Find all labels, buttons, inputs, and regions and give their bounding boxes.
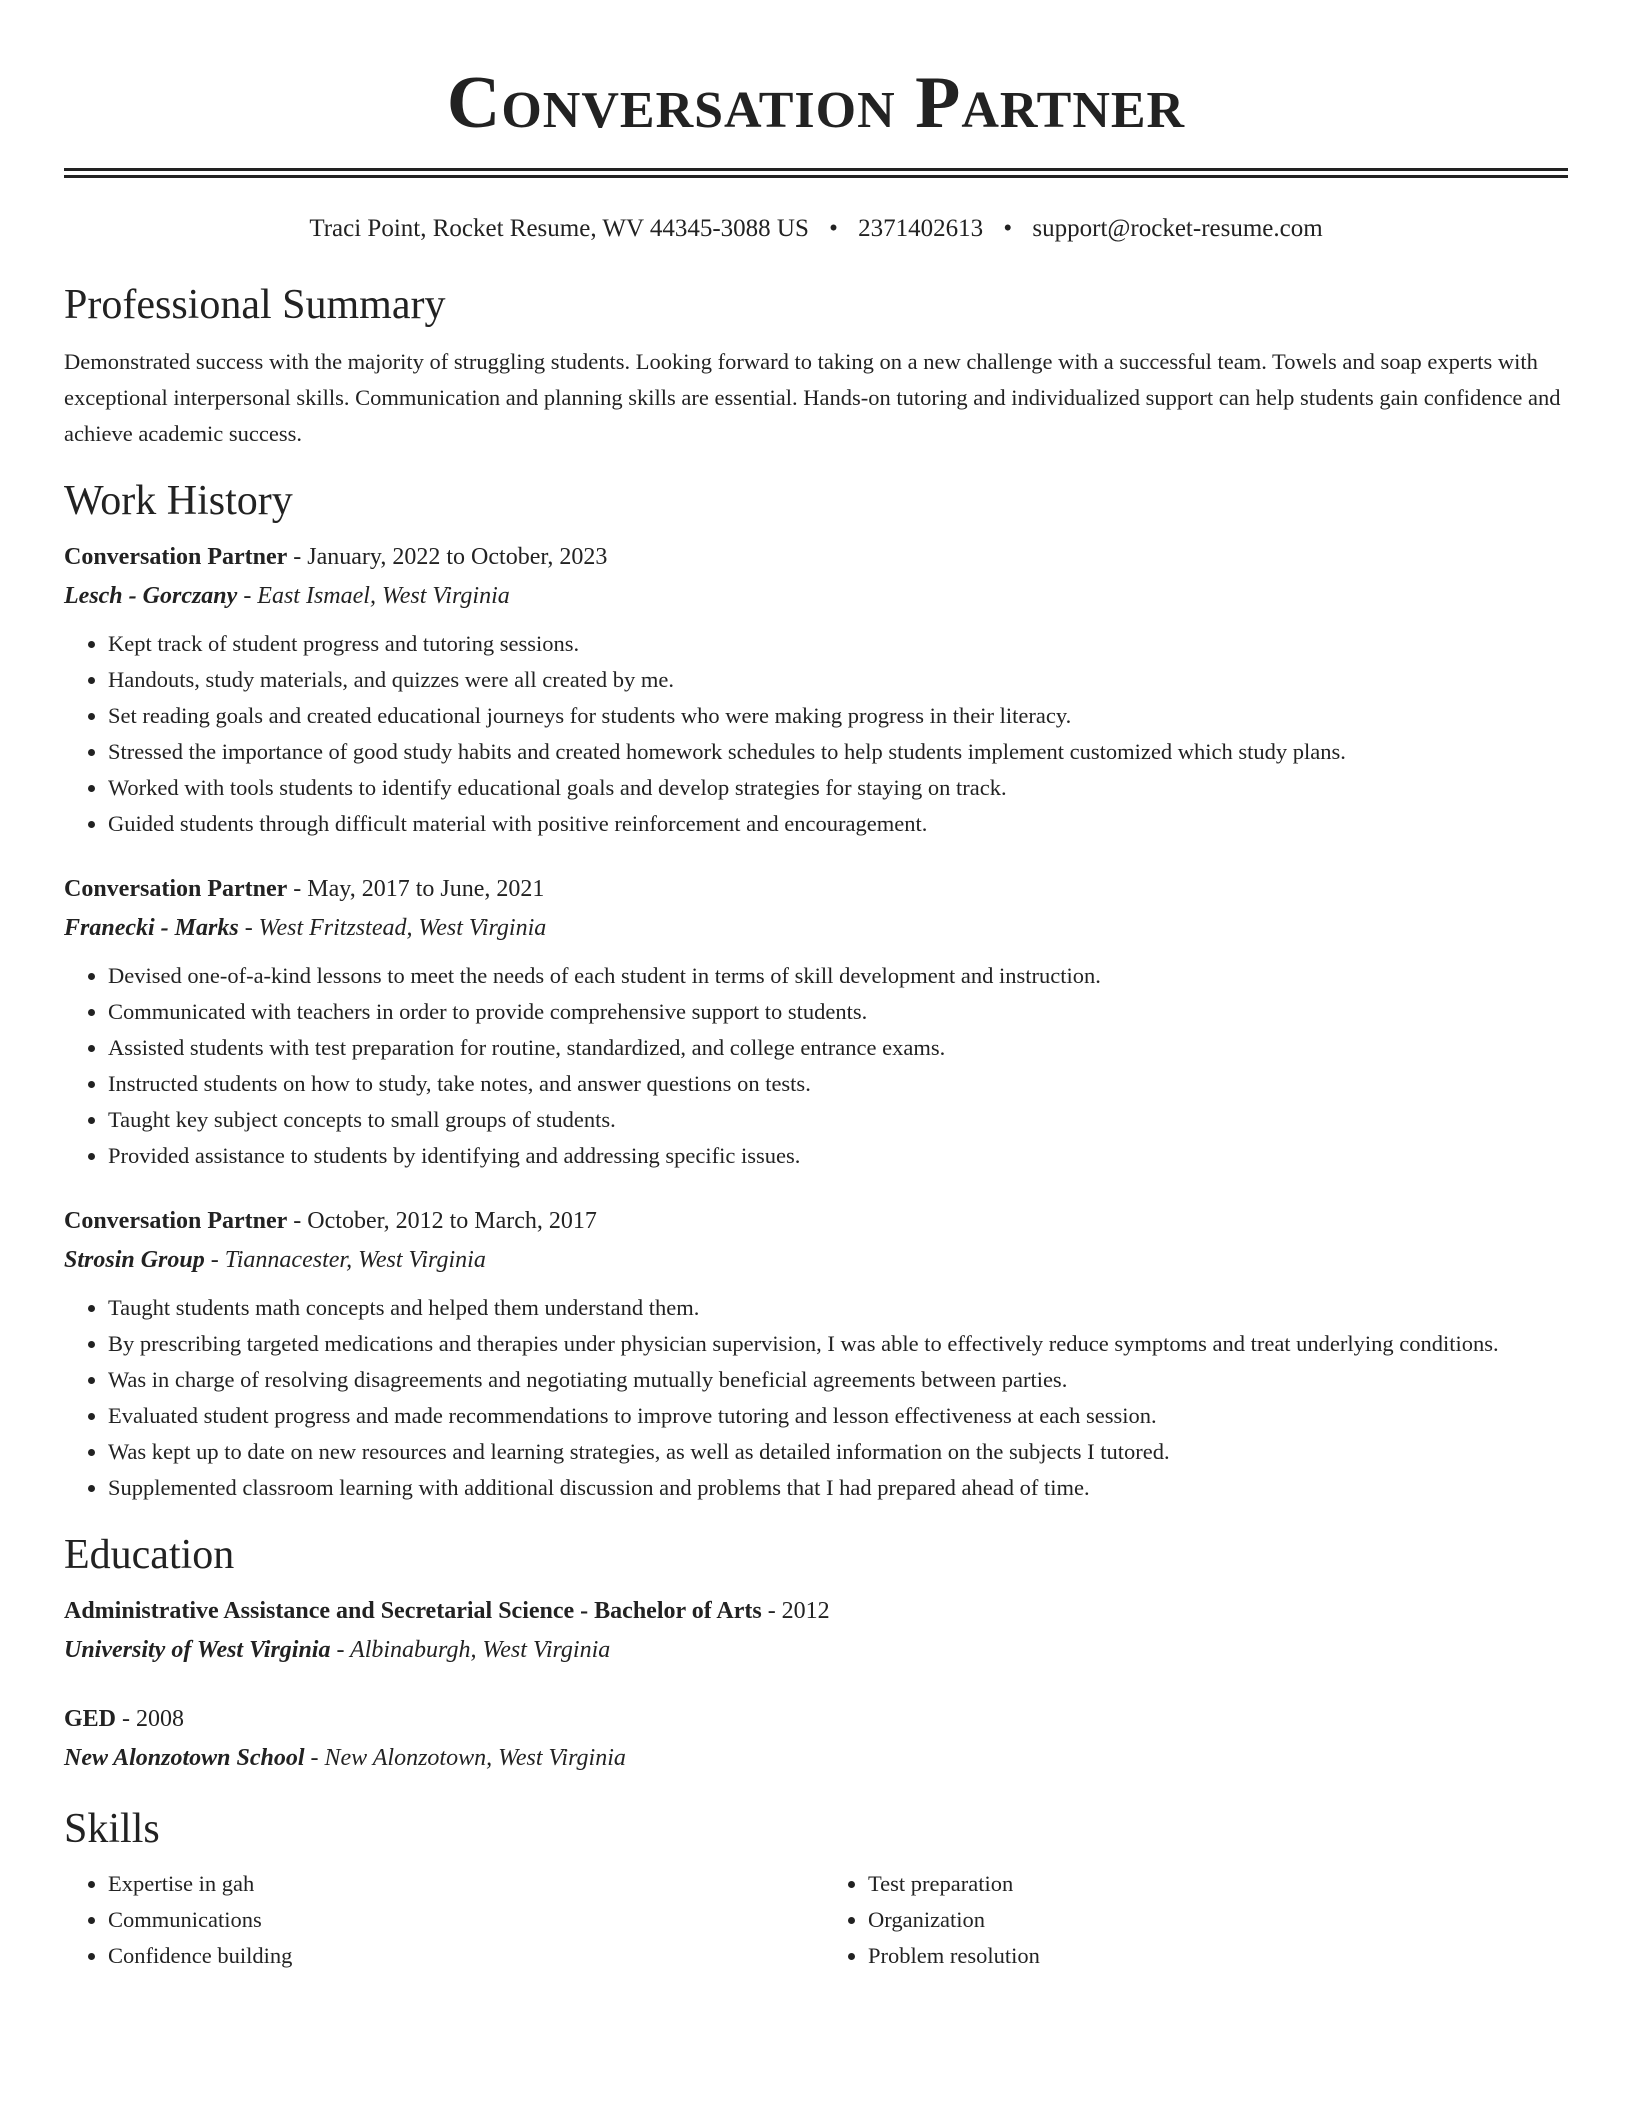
skill-item: • Test preparation xyxy=(868,1866,1568,1902)
job-entry xyxy=(64,538,1568,842)
job-entry xyxy=(64,1202,1568,1506)
skills-list-right xyxy=(824,1866,1568,1974)
skills-list-left xyxy=(64,1866,808,1974)
skill-item: • Problem resolution xyxy=(868,1938,1568,1974)
skill-item: • Confidence building xyxy=(108,1938,808,1974)
contact-separator: • xyxy=(829,215,838,242)
job-bullets xyxy=(64,958,1568,1174)
title-divider xyxy=(64,168,1568,178)
degree-line xyxy=(64,1700,1568,1739)
education-section xyxy=(64,1528,1568,1778)
job-bullet: • Taught key subject concepts to small groups of students. xyxy=(108,1102,1568,1138)
skills-grid xyxy=(64,1856,1568,1974)
job-bullet: • Communicated with teachers in order to provide comprehensive support to students. xyxy=(108,994,1568,1030)
degree-line xyxy=(64,1592,1568,1631)
job-company: Lesch - Gorczany xyxy=(64,583,238,609)
job-bullets xyxy=(64,626,1568,842)
skills-heading: Skills xyxy=(64,1806,160,1852)
degree-year: - 2008 xyxy=(116,1706,185,1732)
degree-title: GED xyxy=(64,1706,117,1732)
job-title: Conversation Partner xyxy=(64,1208,288,1234)
job-bullet: • Handouts, study materials, and quizzes were all created by me. xyxy=(108,662,1568,698)
job-company-line xyxy=(64,1241,1568,1280)
job-company: Strosin Group xyxy=(64,1247,205,1273)
job-bullet: • Evaluated student progress and made recommendations to improve tutoring and lesson effectiveness at each session. xyxy=(108,1398,1568,1434)
job-bullet: • Assisted students with test preparation for routine, standardized, and college entrance exams. xyxy=(108,1030,1568,1066)
degree-title: Administrative Assistance and Secretarial Science - Bachelor of Arts xyxy=(64,1598,762,1624)
education-entry xyxy=(64,1700,1568,1778)
job-bullet: • Worked with tools students to identify educational goals and develop strategies for staying on track. xyxy=(108,770,1568,806)
job-title-line xyxy=(64,538,1568,577)
contact-separator: • xyxy=(1003,215,1013,242)
job-dates: - January, 2022 to October, 2023 xyxy=(287,544,608,570)
job-bullet: • Guided students through difficult material with positive reinforcement and encouragement. xyxy=(108,806,1568,842)
job-location: - West Fritzstead, West Virginia xyxy=(238,915,547,941)
skill-item: • Expertise in gah xyxy=(108,1866,808,1902)
job-bullet: • Supplemented classroom learning with additional discussion and problems that I had prepared ahead of time. xyxy=(108,1470,1568,1506)
school-name: New Alonzotown School xyxy=(64,1745,305,1771)
skills-section xyxy=(64,1802,1568,1974)
school-line xyxy=(64,1631,1568,1670)
degree-year: - 2012 xyxy=(761,1598,830,1624)
job-location: - East Ismael, West Virginia xyxy=(237,583,510,609)
job-bullet: • Stressed the importance of good study habits and created homework schedules to help students implement customized which study plans. xyxy=(108,734,1568,770)
summary-heading: Professional Summary xyxy=(64,282,446,328)
school-line xyxy=(64,1739,1568,1778)
job-bullet: • Devised one-of-a-kind lessons to meet the needs of each student in terms of skill development and instruction. xyxy=(108,958,1568,994)
job-entry xyxy=(64,870,1568,1174)
job-bullet: • Was kept up to date on new resources and learning strategies, as well as detailed information on the subjects I tutored. xyxy=(108,1434,1568,1470)
job-company-line xyxy=(64,909,1568,948)
work-history-section xyxy=(64,474,1568,1506)
summary-section xyxy=(64,278,1568,452)
job-bullet: • Kept track of student progress and tutoring sessions. xyxy=(108,626,1568,662)
job-dates: - October, 2012 to March, 2017 xyxy=(287,1208,597,1234)
skill-item: • Organization xyxy=(868,1902,1568,1938)
contact-address: Traci Point, Rocket Resume, WV 44345-3088 US xyxy=(309,215,809,242)
job-company-line xyxy=(64,577,1568,616)
school-location: - New Alonzotown, West Virginia xyxy=(304,1745,626,1771)
job-title-line xyxy=(64,1202,1568,1241)
job-company: Franecki - Marks xyxy=(64,915,239,941)
job-location: - Tiannacester, West Virginia xyxy=(204,1247,486,1273)
summary-text: Demonstrated success with the majority of struggling students. Looking forward to taking on a new challenge with a successful team. Towels and soap experts with exceptional interpersonal skills. Communication and planning skills are essential. Hands-on tutoring and individualized support can help students gain confidence and achieve academic success. xyxy=(64,349,1561,446)
job-title: Conversation Partner xyxy=(64,876,288,902)
job-bullet: • Was in charge of resolving disagreements and negotiating mutually beneficial agreements between parties. xyxy=(108,1362,1568,1398)
job-bullet: • Provided assistance to students by identifying and addressing specific issues. xyxy=(108,1138,1568,1174)
job-bullet: • Set reading goals and created educational journeys for students who were making progress in their literacy. xyxy=(108,698,1568,734)
job-bullets xyxy=(64,1290,1568,1506)
job-title-line xyxy=(64,870,1568,909)
school-location: - Albinaburgh, West Virginia xyxy=(330,1637,611,1663)
contact-line xyxy=(64,212,1568,252)
education-entry xyxy=(64,1592,1568,1670)
job-bullet: • By prescribing targeted medications and therapies under physician supervision, I was able to effectively reduce symptoms and treat underlying conditions. xyxy=(108,1326,1568,1362)
work-history-heading: Work History xyxy=(64,478,293,524)
skill-item: • Communications xyxy=(108,1902,808,1938)
job-bullet: • Instructed students on how to study, take notes, and answer questions on tests. xyxy=(108,1066,1568,1102)
resume-name-title: Conversation Partner xyxy=(446,62,1186,144)
contact-phone: 2371402613 xyxy=(858,215,984,242)
education-heading: Education xyxy=(64,1532,235,1578)
school-name: University of West Virginia xyxy=(64,1637,331,1663)
job-bullet: • Taught students math concepts and helped them understand them. xyxy=(108,1290,1568,1326)
contact-email: support@rocket-resume.com xyxy=(1032,215,1323,242)
job-title: Conversation Partner xyxy=(64,544,288,570)
job-dates: - May, 2017 to June, 2021 xyxy=(287,876,545,902)
